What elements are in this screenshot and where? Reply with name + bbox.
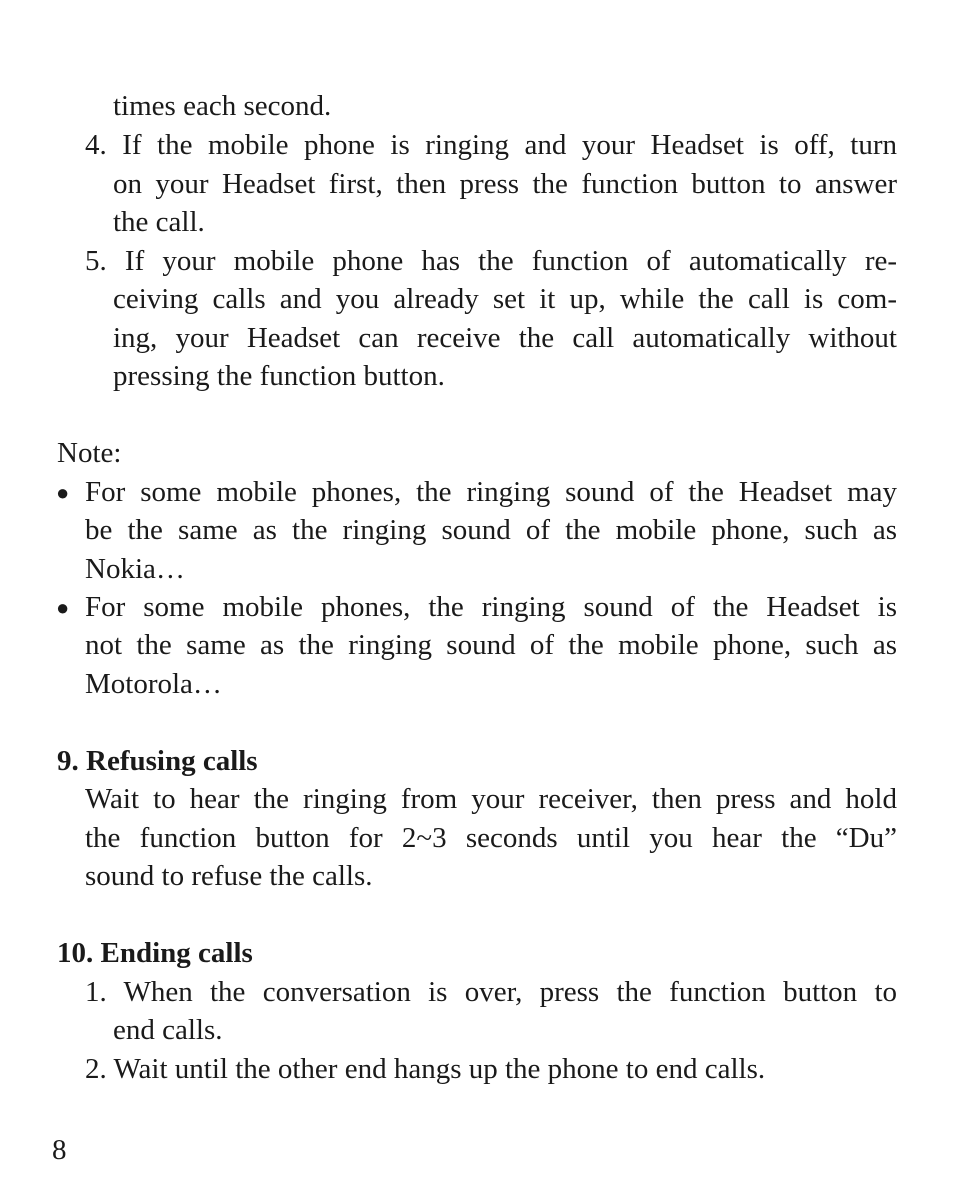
- list-item-5-marker: 5.: [85, 245, 107, 277]
- section-9-heading: 9. Refusing calls: [57, 745, 258, 777]
- note-bullet-2-text-1: For some mobile phones, the ringing sound of the Headset is: [85, 591, 897, 623]
- list-item-4-text-3: the call.: [113, 206, 205, 238]
- note-heading: Note:: [57, 437, 122, 469]
- list-item-4-first-line: [85, 126, 897, 165]
- list-item-5-text-1: If your mobile phone has the function of automatically re-: [124, 245, 898, 277]
- section-10-heading: 10. Ending calls: [57, 937, 253, 969]
- section-10-item-2-marker: 2.: [85, 1053, 107, 1085]
- list-item-4-text-2: on your Headset first, then press the function button to answer: [113, 168, 897, 200]
- section-9-text-2: the function button for 2~3 seconds until you hear the “Du”: [85, 822, 897, 854]
- bullet-icon: ●: [56, 595, 70, 620]
- note-bullet-1-text-3: Nokia…: [85, 553, 185, 585]
- list-item-5-first-line: [85, 242, 897, 281]
- section-10-item-1-marker: 1.: [85, 976, 107, 1008]
- note-bullet-1-text-2: be the same as the ringing sound of the mobile phone, such as: [85, 514, 897, 546]
- list-item-4-text-1: If the mobile phone is ringing and your Headset is off, turn: [122, 129, 897, 161]
- page-number: 8: [52, 1134, 67, 1166]
- section-10-item-1-first-line: [85, 973, 897, 1012]
- note-bullet-2-text-2: not the same as the ringing sound of the mobile phone, such as: [85, 629, 897, 661]
- note-bullet-1-text-1: For some mobile phones, the ringing sound of the Headset may: [85, 476, 897, 508]
- section-10-item-1-text-2: end calls.: [113, 1014, 223, 1046]
- section-10-item-2-text-1: Wait until the other end hangs up the phone to end calls.: [113, 1053, 766, 1085]
- section-10-item-1-text-1: When the conversation is over, press the function button to: [123, 976, 897, 1008]
- bullet-icon: ●: [56, 480, 70, 505]
- section-9-text-3: sound to refuse the calls.: [85, 860, 373, 892]
- list-continuation-line: times each second.: [113, 90, 332, 122]
- list-item-4-marker: 4.: [85, 129, 107, 161]
- list-item-5-text-4: pressing the function button.: [113, 360, 445, 392]
- list-item-5-text-2: ceiving calls and you already set it up, while the call is com-: [113, 283, 897, 315]
- section-10-item-2-first-line: [85, 1050, 765, 1089]
- section-9-text-1: Wait to hear the ringing from your receiver, then press and hold: [85, 783, 897, 815]
- note-bullet-2-text-3: Motorola…: [85, 668, 222, 700]
- list-item-5-text-3: ing, your Headset can receive the call automatically without: [113, 322, 897, 354]
